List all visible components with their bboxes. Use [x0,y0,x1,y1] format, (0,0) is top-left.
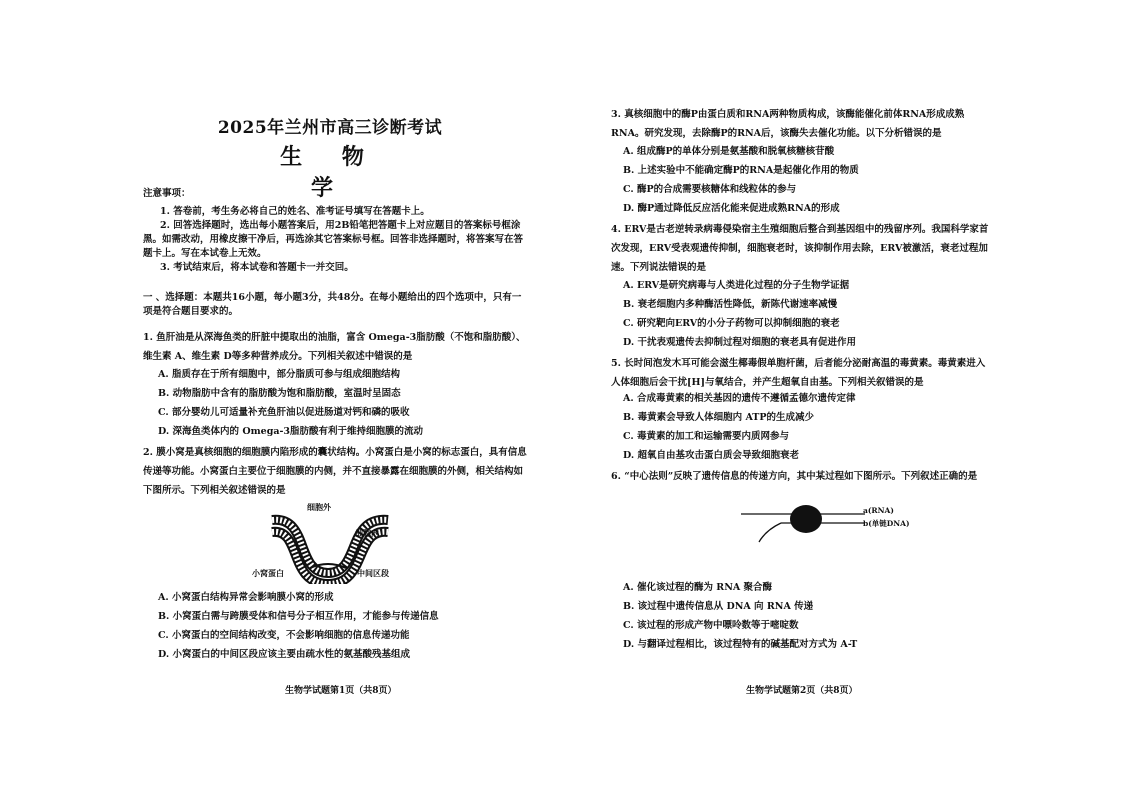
exam-page-2 [561,0,1123,794]
notice-heading: 注意事项： [143,188,191,199]
label-strand-b: b(单链DNA) [863,519,910,528]
strand-b-tail [759,523,781,542]
question-4-option-d: D. 干扰表观遗传去抑制过程对细胞的衰老具有促进作用 [623,337,857,348]
question-2-option-c: C. 小窝蛋白的空间结构改变，不会影响细胞的信息传递功能 [158,630,410,641]
question-2-stem: 2. 膜小窝是真核细胞的细胞膜内陷形成的囊状结构。小窝蛋白是小窝的标志蛋白，具有信息传递等功能。小窝蛋白主要位于细胞膜的内侧，并不直接暴露在细胞膜的外侧，相关结构如下图所示。下列相关叙述错误的是 [143,447,527,496]
question-3-option-d: D. 酶P通过降低反应活化能来促进成熟RNA的形成 [623,203,840,214]
question-5-option-c: C. 毒黄素的加工和运输需要内质网参与 [623,431,790,442]
question-4-stem: 4. ERV是古老逆转录病毒侵染宿主生殖细胞后整合到基因组中的残留序列。我国科学家首次发现，ERV受表观遗传抑制，细胞衰老时，该抑制作用去除，ERV被激活，衰老过程加速。下列说法错误的是 [611,224,989,273]
section-heading: 一 、选择题：本题共16小题，每小题3分，共48分。在每小题给出的四个选项中，只有一项是符合题目要求的。 [143,292,522,317]
notice-item: 3. 考试结束后，将本试卷和答题卡一并交回。 [160,262,354,273]
question-5-stem: 5. 长时间泡发木耳可能会滋生椰毒假单胞杆菌，后者能分泌耐高温的毒黄素。毒黄素进入人体细胞后会干扰[H]与氧结合，并产生超氧自由基。下列相关叙错误的是 [611,358,986,388]
notice-item: 题卡上。写在本试卷上无效。 [143,248,267,259]
question-1-stem: 1. 鱼肝油是从深海鱼类的肝脏中提取出的油脂，富含 Omega-3脂肪酸（不饱和脂肪酸）、维生素 A、维生素 D等多种营养成分。下列相关叙述中错误的是 [143,332,526,362]
page-footer: 生物学试题第2页（共8页） [746,686,858,696]
question-1-option-d: D. 深海鱼类体内的 Omega-3脂肪酸有利于维持细胞膜的流动 [158,426,424,437]
page-footer: 生物学试题第1页（共8页） [285,686,397,696]
label-inside: 细胞内 [355,528,379,538]
question-1-option-b: B. 动物脂肪中含有的脂肪酸为饱和脂肪酸，室温时呈固态 [158,388,401,399]
question-3-option-c: C. 酶P的合成需要核糖体和线粒体的参与 [623,184,797,195]
label-middle-region: 中间区段 [357,568,389,578]
question-2-option-d: D. 小窝蛋白的中间区段应该主要由疏水性的氨基酸残基组成 [158,649,411,660]
question-3-option-b: B. 上述实验中不能确定酶P的RNA是起催化作用的物质 [623,165,859,176]
question-6-option-b: B. 该过程中遗传信息从 DNA 向 RNA 传递 [623,601,814,612]
question-6-option-d: D. 与翻译过程相比，该过程特有的碱基配对方式为 A-T [623,639,858,650]
question-4-option-c: C. 研究靶向ERV的小分子药物可以抑制细胞的衰老 [623,318,840,329]
question-4-option-b: B. 衰老细胞内多种酶活性降低，新陈代谢速率减慢 [623,299,838,310]
question-2-option-b: B. 小窝蛋白需与跨膜受体和信号分子相互作用，才能参与传递信息 [158,611,439,622]
enzyme-blob [790,505,822,533]
question-5-option-d: D. 超氧自由基攻击蛋白质会导致细胞衰老 [623,450,800,461]
question-3-option-a: A. 组成酶P的单体分别是氨基酸和脱氧核糖核苷酸 [623,146,835,157]
process-figure [741,498,871,548]
notice-item: 1. 答卷前，考生务必将自己的姓名、准考证号填写在答题卡上。 [160,206,430,217]
question-5-option-a: A. 合成毒黄素的相关基因的遗传不遵循孟德尔遗传定律 [623,393,856,404]
question-6-option-c: C. 该过程的形成产物中嘌呤数等于嘧啶数 [623,620,799,631]
question-6-stem: 6. “中心法则”反映了遗传信息的传递方向，其中某过程如下图所示。下列叙述正确的是 [611,471,978,482]
question-6-option-a: A. 催化该过程的酶为 RNA 聚合酶 [623,582,773,593]
question-1-option-a: A. 脂质存在于所有细胞中，部分脂质可参与组成细胞结构 [158,369,400,380]
label-strand-a: a(RNA) [863,506,894,515]
label-outside: 细胞外 [307,502,331,512]
notice-item: 2. 回答选择题时，选出每小题答案后，用2B铅笔把答题卡上对应题目的答案标号框涂 [160,220,521,231]
question-1-option-c: C. 部分婴幼儿可适量补充鱼肝油以促进肠道对钙和磷的吸收 [158,407,410,418]
label-caveolin: 小窝蛋白 [252,568,284,578]
exam-page-1 [0,0,561,794]
notice-item: 黑。如需改动，用橡皮擦干净后，再选涂其它答案标号框。回答非选择题时，将答案写在答 [143,234,524,245]
question-3-stem: 3. 真核细胞中的酶P由蛋白质和RNA两种物质构成，该酶能催化前体RNA形成成熟RNA。研究发现，去除酶P的RNA后，该酶失去催化功能。以下分析错误的是 [611,109,965,139]
exam-subject: 生 物 学 [280,144,380,201]
question-4-option-a: A. ERV是研究病毒与人类进化过程的分子生物学证据 [623,280,850,291]
question-2-option-a: A. 小窝蛋白结构异常会影响膜小窝的形成 [158,592,334,603]
exam-title: 2025年兰州市高三诊断考试 [217,118,443,138]
question-5-option-b: B. 毒黄素会导致人体细胞内 ATP的生成减少 [623,412,815,423]
